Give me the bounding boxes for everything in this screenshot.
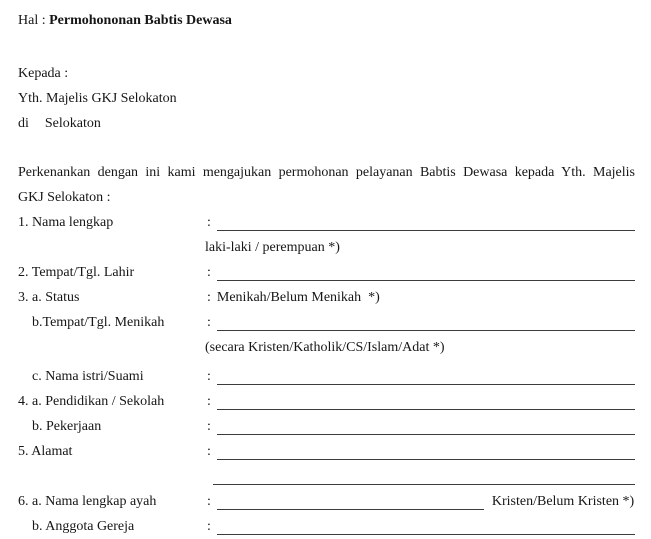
field-label: 6. a. Nama lengkap ayah bbox=[18, 494, 157, 509]
field-colon: : bbox=[207, 519, 211, 534]
subject-title: Permohononan Babtis Dewasa bbox=[49, 13, 232, 28]
fill-line bbox=[217, 495, 484, 510]
fill-line bbox=[217, 420, 635, 435]
field-label: b. Pekerjaan bbox=[32, 419, 102, 434]
alamat-continuation-line bbox=[18, 464, 635, 489]
form-row-tempat-tgl-lahir bbox=[18, 260, 635, 285]
note-marriage-manner: (secara Kristen/Katholik/CS/Islam/Adat *) bbox=[205, 340, 445, 355]
fill-line bbox=[217, 445, 635, 460]
field-label: b. Anggota Gereja bbox=[32, 519, 135, 534]
fill-line bbox=[217, 520, 635, 535]
recipient-block bbox=[18, 61, 635, 136]
form-body bbox=[18, 210, 635, 539]
recipient-kepada: Kepada : bbox=[18, 66, 69, 81]
field-value: Menikah/Belum Menikah *) bbox=[216, 290, 380, 305]
field-colon: : bbox=[207, 394, 211, 409]
field-suffix-note: Kristen/Belum Kristen *) bbox=[491, 494, 635, 509]
field-colon: : bbox=[207, 369, 211, 384]
field-label: c. Nama istri/Suami bbox=[32, 369, 144, 384]
recipient-location-line bbox=[18, 111, 635, 136]
form-row-nama-lengkap-ayah bbox=[18, 489, 635, 514]
form-row-status bbox=[18, 285, 635, 310]
form-row-nama-istri-suami bbox=[18, 364, 635, 389]
fill-line bbox=[217, 370, 635, 385]
intro-paragraph bbox=[18, 160, 635, 210]
fill-line bbox=[217, 216, 635, 231]
field-colon: : bbox=[207, 419, 211, 434]
recipient-di-label: di bbox=[18, 116, 29, 131]
fill-line bbox=[217, 266, 635, 281]
form-row-anggota-gereja bbox=[18, 514, 635, 539]
recipient-addressee: Yth. Majelis GKJ Selokaton bbox=[18, 91, 177, 106]
field-label: b.Tempat/Tgl. Menikah bbox=[32, 315, 165, 330]
form-row-tempat-tgl-menikah bbox=[18, 310, 635, 335]
intro-paragraph-line-2: GKJ Selokaton : bbox=[18, 190, 111, 205]
field-colon: : bbox=[207, 290, 211, 305]
subject-label: Hal : bbox=[18, 13, 50, 28]
fill-line bbox=[213, 470, 635, 485]
field-label: 4. a. Pendidikan / Sekolah bbox=[18, 394, 165, 409]
fill-line bbox=[217, 395, 635, 410]
field-colon: : bbox=[207, 265, 211, 280]
form-row-nama-lengkap bbox=[18, 210, 635, 235]
field-colon: : bbox=[207, 444, 211, 459]
intro-paragraph-line-1: Perkenankan dengan ini kami mengajukan permohonan pelayanan Babtis Dewasa kepada Yth. Majelis bbox=[18, 165, 635, 180]
recipient-di-place: Selokaton bbox=[44, 116, 101, 131]
form-row-pekerjaan bbox=[18, 414, 635, 439]
field-label: 2. Tempat/Tgl. Lahir bbox=[18, 265, 135, 280]
field-colon: : bbox=[207, 315, 211, 330]
subject-line bbox=[18, 8, 635, 33]
form-row-pendidikan-sekolah bbox=[18, 389, 635, 414]
note-gender: laki-laki / perempuan *) bbox=[205, 240, 340, 255]
field-label: 1. Nama lengkap bbox=[18, 215, 114, 230]
field-colon: : bbox=[207, 215, 211, 230]
form-row-alamat bbox=[18, 439, 635, 464]
field-colon: : bbox=[207, 494, 211, 509]
field-label: 5. Alamat bbox=[18, 444, 73, 459]
field-label: 3. a. Status bbox=[18, 290, 80, 305]
fill-line bbox=[217, 316, 635, 331]
